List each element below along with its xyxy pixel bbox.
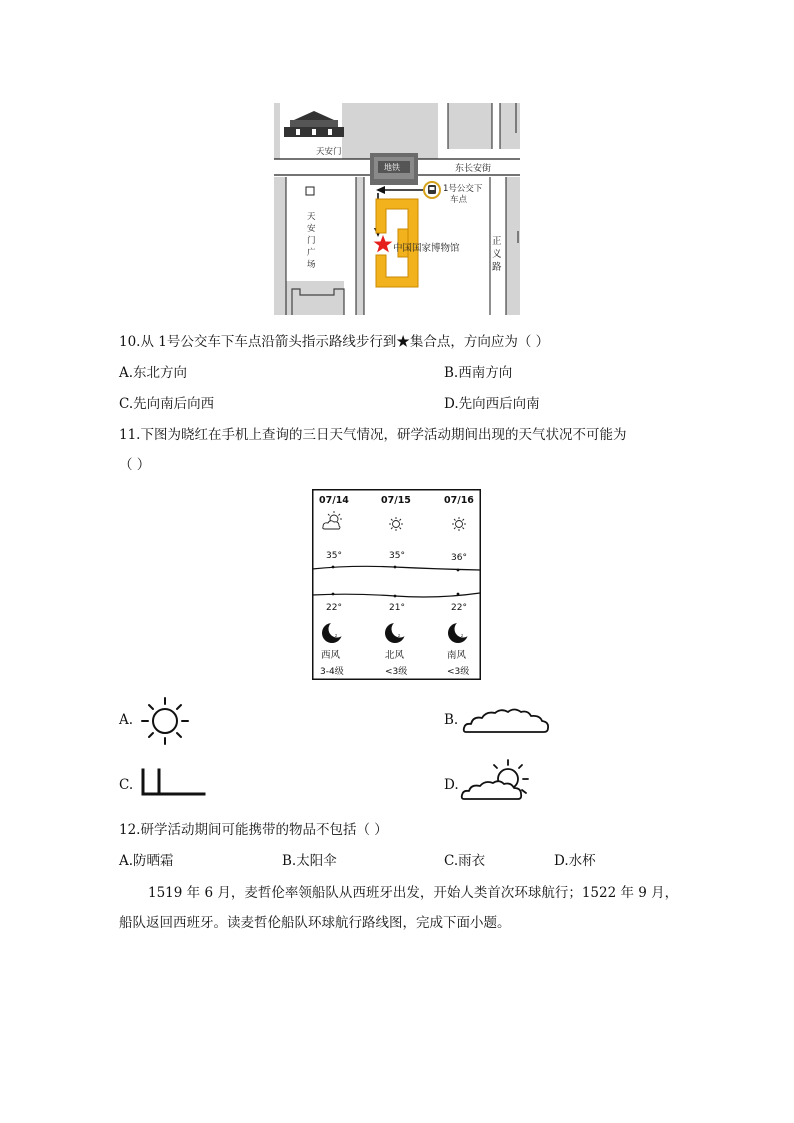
q11-option-a[interactable]: A. bbox=[119, 712, 134, 728]
label-bus-stop-1: 1号公交下 bbox=[443, 184, 483, 194]
q10-option-b[interactable]: B.西南方向 bbox=[444, 365, 513, 381]
map-block bbox=[448, 103, 492, 149]
q12-option-c[interactable]: C.雨衣 bbox=[444, 853, 486, 869]
label-square-char: 天 bbox=[307, 212, 316, 222]
day2-high-temp: 35° bbox=[389, 551, 405, 561]
day2-wind-level: <3级 bbox=[385, 667, 408, 677]
label-tiananmen: 天安门 bbox=[316, 147, 342, 157]
q11-stem-bracket: （ ） bbox=[119, 457, 151, 473]
label-square-char: 场 bbox=[307, 260, 316, 270]
map-block bbox=[356, 177, 364, 315]
label-metro: 地铁 bbox=[384, 163, 400, 172]
label-bus-stop-2: 车点 bbox=[450, 195, 468, 205]
sun-behind-cloud-icon bbox=[458, 757, 538, 805]
day2-date: 07/15 bbox=[381, 495, 411, 506]
day3-date: 07/16 bbox=[444, 495, 474, 506]
label-square-char: 安 bbox=[307, 224, 316, 234]
sun-icon bbox=[136, 695, 194, 747]
bus-stop-icon bbox=[424, 182, 440, 198]
map-block bbox=[274, 103, 280, 159]
q10-option-d[interactable]: D.先向西后向南 bbox=[444, 396, 540, 412]
q11-option-d[interactable]: D. bbox=[444, 777, 459, 793]
day3-wind-direction: 南风 bbox=[447, 650, 467, 661]
label-east-changan-street: 东长安街 bbox=[455, 164, 492, 174]
label-road-char: 正 bbox=[492, 236, 502, 247]
label-square-char: 门 bbox=[307, 236, 316, 246]
day3-wind-level: <3级 bbox=[447, 667, 470, 677]
day2-wind-direction: 北风 bbox=[385, 650, 405, 661]
day1-high-temp: 35° bbox=[326, 551, 342, 561]
day1-wind-level: 3-4级 bbox=[320, 667, 344, 677]
monument-marker bbox=[306, 187, 314, 195]
svg-text:z: z bbox=[461, 633, 464, 638]
q10-option-a[interactable]: A.东北方向 bbox=[119, 365, 188, 381]
day1-low-temp: 22° bbox=[326, 603, 342, 613]
day2-low-temp: 21° bbox=[389, 603, 405, 613]
label-square-char: 广 bbox=[307, 248, 316, 258]
label-road-char: 路 bbox=[492, 262, 502, 273]
q11-option-c[interactable]: C. bbox=[119, 777, 134, 793]
passage-line-1: 1519 年 6 月，麦哲伦率领船队从西班牙出发，开始人类首次环球航行；1522 年 9 月， bbox=[148, 885, 679, 901]
q11-stem: 11.下图为晓红在手机上查询的三日天气情况，研学活动期间出现的天气状况不可能为 bbox=[119, 427, 627, 443]
museum-location-map bbox=[274, 103, 520, 315]
cloud-icon bbox=[462, 704, 552, 736]
svg-text:z: z bbox=[335, 633, 338, 638]
wind-symbol-icon bbox=[138, 766, 208, 798]
map-block bbox=[342, 103, 438, 159]
q10-stem: 10.从 1号公交车下车点沿箭头指示路线步行到★集合点，方向应为（ ） bbox=[119, 334, 550, 350]
day3-high-temp: 36° bbox=[451, 553, 467, 563]
weather-forecast-panel bbox=[312, 489, 481, 680]
q12-option-b[interactable]: B.太阳伞 bbox=[282, 853, 337, 869]
q12-option-a[interactable]: A.防晒霜 bbox=[119, 853, 174, 869]
map-block bbox=[284, 281, 344, 315]
q12-stem: 12.研学活动期间可能携带的物品不包括（ ） bbox=[119, 822, 388, 838]
map-block bbox=[506, 177, 520, 315]
day1-wind-direction: 西风 bbox=[321, 650, 341, 661]
day1-date: 07/14 bbox=[319, 495, 349, 506]
label-national-museum: 中国国家博物馆 bbox=[393, 243, 460, 254]
passage-line-2: 船队返回西班牙。读麦哲伦船队环球航行路线图，完成下面小题。 bbox=[119, 915, 511, 931]
q12-option-d[interactable]: D.水杯 bbox=[554, 853, 596, 869]
label-road-char: 义 bbox=[492, 249, 502, 260]
day3-low-temp: 22° bbox=[451, 603, 467, 613]
q10-option-c[interactable]: C.先向南后向西 bbox=[119, 396, 215, 412]
map-block bbox=[500, 103, 520, 149]
q11-option-b[interactable]: B. bbox=[444, 712, 459, 728]
svg-text:z: z bbox=[398, 633, 401, 638]
